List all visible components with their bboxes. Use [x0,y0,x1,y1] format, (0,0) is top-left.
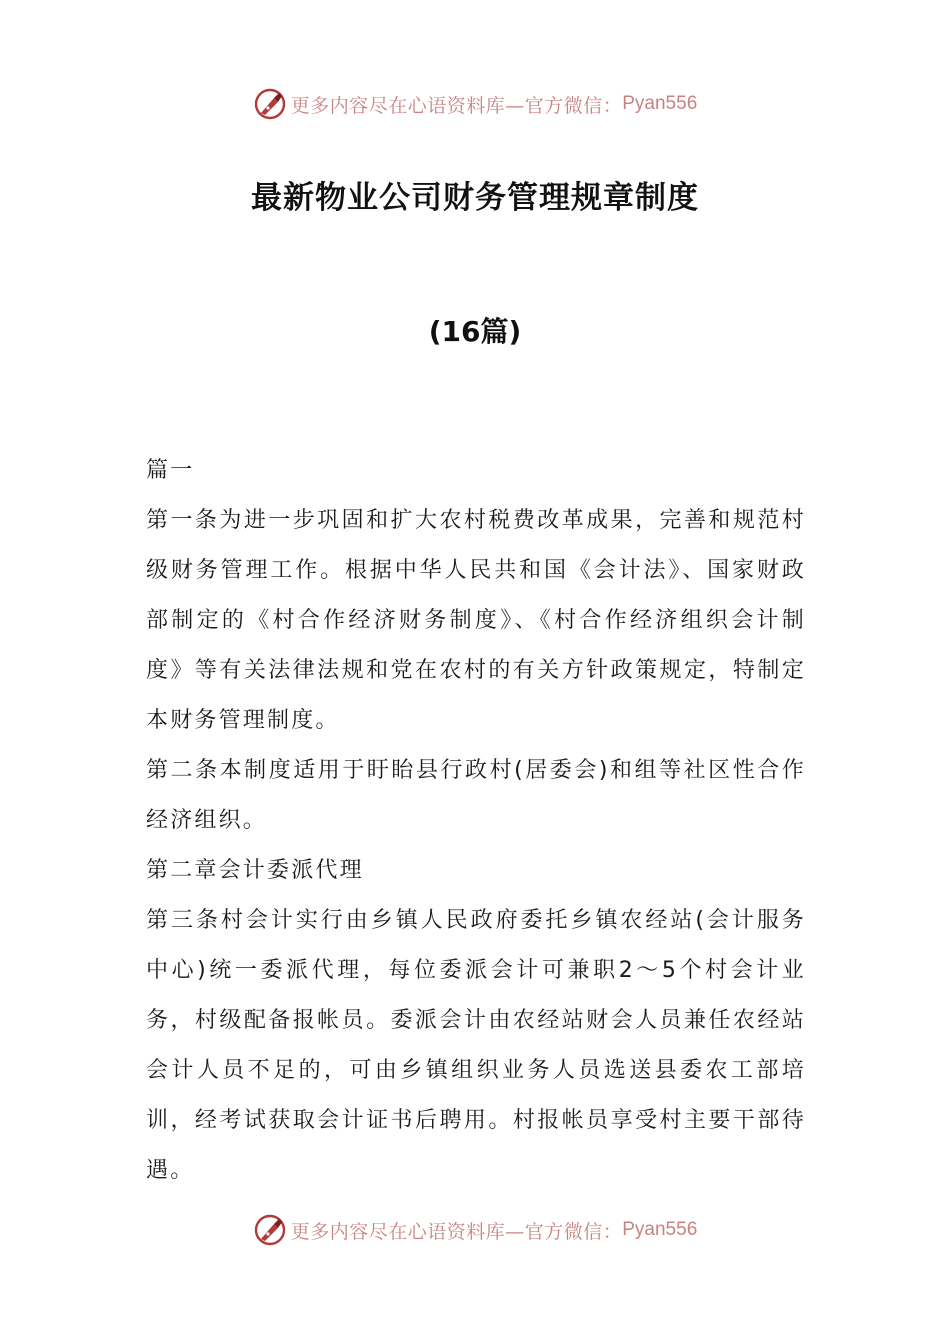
article-3: 第三条村会计实行由乡镇人民政府委托乡镇农经站(会计服务中心)统一委派代理，每位委派会计可兼职2～5个村会计业务，村级配备报帐员。委派会计由农经站财会人员兼任农经站会计人员不足的，可由乡镇组织业务人员选送县委农工部培训，经考试获取会计证书后聘用。村报帐员享受村主要干部待遇。 [146,908,806,1183]
chapter-heading: 第二章会计委派代理 [146,858,364,883]
pen-nib-circle-icon [253,1213,287,1247]
pen-nib-circle-icon [253,87,287,121]
article-2: 第二条本制度适用于盱眙县行政村(居委会)和组等社区性合作经济组织。 [146,758,806,833]
section-heading: 篇一 [146,458,195,483]
banner-text: 更多内容尽在心语资料库—官方微信： [290,94,623,117]
banner-wechat-id: Pyan556 [622,1219,698,1240]
article-1: 第一条为进一步巩固和扩大农村税费改革成果，完善和规范村级财务管理工作。根据中华人民共和国《会计法》、国家财政部制定的《村合作经济财务制度》、《村合作经济组织会计制度》等有关法律法规和党在农村的有关方针政策规定，特制定本财务管理制度。 [146,508,806,733]
banner-wechat-id: Pyan556 [622,93,698,114]
footer-banner [0,1208,950,1252]
document-title: 最新物业公司财务管理规章制度 [251,180,699,216]
header-banner [0,82,950,126]
banner-text: 更多内容尽在心语资料库—官方微信： [290,1220,623,1243]
document-subtitle: (16篇) [428,315,522,348]
document-body [146,446,806,1196]
